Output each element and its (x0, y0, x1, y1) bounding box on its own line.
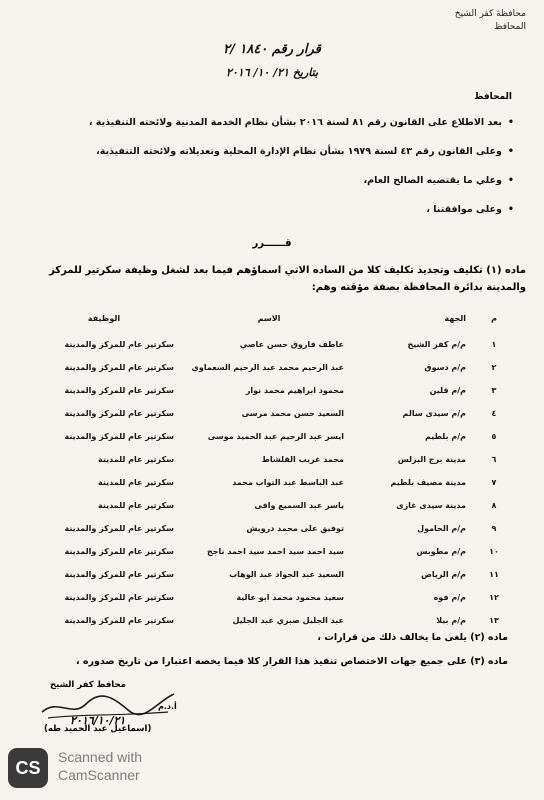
row-entity: مدينة سيدى غازى (396, 501, 466, 510)
table-row (0, 386, 544, 408)
row-position: سكرتير عام للمركز والمدينة (64, 547, 174, 556)
row-position: سكرتير عام للمدينة (97, 478, 174, 487)
preamble-text: بعد الاطلاع على القانون رقم ٨١ لسنة ٢٠١٦ بشأن نظام الخدمة المدنية ولائحته التنفيذية ، (88, 117, 502, 128)
decision-title: قــــــرر (252, 238, 292, 249)
row-num: ٦ (491, 455, 497, 464)
row-name: السعيد حسن محمد مرسى (241, 409, 344, 418)
header-position: الوظيفة (87, 314, 121, 323)
row-name: عاطف فاروق حسن عاصي (239, 340, 344, 349)
bullet-icon: • (507, 204, 514, 215)
row-position: سكرتير عام للمركز والمدينة (64, 432, 174, 441)
row-num: ١٠ (489, 547, 499, 556)
row-num: ١١ (489, 570, 499, 579)
row-num: ٩ (491, 524, 497, 533)
camscanner-watermark (0, 742, 300, 800)
table-row (0, 455, 544, 477)
preamble-text: وعلى موافقتنا ، (426, 204, 502, 215)
row-name: سعيد محمود محمد ابو عالية (236, 593, 344, 602)
watermark-text (58, 748, 142, 784)
row-name: محمود ابراهيم محمد نوار (245, 386, 344, 395)
table-row (0, 340, 544, 362)
article-2: ماده (٢) يلغى ما يخالف ذلك من قرارات ، (317, 632, 508, 643)
row-num: ٢ (491, 363, 497, 372)
signature-name: (اسماعيل عبد الحميد طه) (44, 724, 152, 734)
row-num: ١٢ (489, 593, 499, 602)
table-row (0, 593, 544, 615)
row-num: ٨ (491, 501, 497, 510)
decree-date: بتاريخ ٢١/ ١٠/ ٢٠١٦ (225, 66, 319, 79)
row-num: ٤ (491, 409, 497, 418)
bullet-icon: • (507, 175, 514, 186)
table-row (0, 570, 544, 592)
row-position: سكرتير عام للمدينة (97, 501, 174, 510)
table-row (0, 409, 544, 431)
office-name: المحافظ (494, 22, 526, 32)
row-entity: م/م بلطيم (424, 432, 466, 441)
row-num: ١ (491, 340, 497, 349)
preamble-item (24, 203, 514, 217)
row-name: توفيق على محمد درويش (246, 524, 344, 533)
table-row (0, 478, 544, 500)
row-name: محمد غريب القلشاط (261, 455, 344, 464)
header-num: م (491, 314, 497, 323)
preamble-item (24, 174, 514, 188)
row-name: عبد الرحيم محمد عبد الرحيم السعماوي (191, 363, 344, 372)
preamble-intro: المحافظ (474, 92, 512, 102)
row-position: سكرتير عام للمركز والمدينة (64, 616, 174, 625)
table-row (0, 524, 544, 546)
row-num: ٥ (491, 432, 497, 441)
row-name: عبد الباسط عبد التواب محمد (232, 478, 344, 487)
watermark-line-1: Scanned with (58, 749, 143, 765)
row-entity: م/م الرياض (421, 570, 466, 579)
table-row (0, 432, 544, 454)
table-row (0, 547, 544, 569)
decree-number: قرار رقم ١٨٤٠ /٢ (223, 42, 321, 57)
governorate-name: محافظة كفر الشيخ (454, 9, 526, 19)
header-entity: الجهة (444, 314, 466, 323)
table-row (0, 501, 544, 523)
watermark-line-2: CamScanner (58, 767, 140, 783)
row-num: ٣ (491, 386, 497, 395)
row-entity: م/م فوه (433, 593, 466, 602)
row-position: سكرتير عام للمدينة (97, 455, 174, 464)
preamble-text: وعلي ما يقتضيه الصالح العام، (363, 175, 502, 186)
row-position: سكرتير عام للمركز والمدينة (64, 363, 174, 372)
article-1: ماده (١) تكليف وتجديد تكليف كلا من الساده الاتي اسماؤهم فيما بعد لشغل وظيفة سكرتير للمركز والمدينة بدائرة المحافظة بصفة مؤقته وهم: (49, 265, 526, 293)
row-name: السعيد عبد الجواد عبد الوهاب (229, 570, 344, 579)
table-row (0, 363, 544, 385)
row-entity: م/م سيدى سالم (402, 409, 466, 418)
row-entity: م/م كفر الشيخ (407, 340, 466, 349)
article-3: ماده (٣) على جميع جهات الاختصاص تنفيذ هذا القرار كلا فيما يخصه اعتبارا من تاريخ صدوره ، (76, 656, 508, 667)
row-position: سكرتير عام للمركز والمدينة (64, 340, 174, 349)
row-name: ياسر عبد السميع وافى (254, 501, 344, 510)
camscanner-logo: CS (8, 748, 48, 788)
row-position: سكرتير عام للمركز والمدينة (64, 524, 174, 533)
row-entity: مدينة برج البرلس (397, 455, 466, 464)
signature-title: محافظ كفر الشيخ (50, 680, 126, 690)
row-entity: م/م بيلا (436, 616, 466, 625)
letterhead (455, 8, 526, 34)
row-name: ايسر عبد الرحيم عبد الحميد موسى (207, 432, 344, 441)
signature-prefix: أ.د.م (158, 702, 177, 711)
row-entity: م/م مطوبس (416, 547, 466, 556)
row-position: سكرتير عام للمركز والمدينة (64, 570, 174, 579)
row-entity: م/م الحامول (417, 524, 466, 533)
row-entity: مدينة مصيف بلطيم (390, 478, 466, 487)
row-position: سكرتير عام للمركز والمدينة (64, 386, 174, 395)
row-name: عبد الجليل صبري عبد الجليل (232, 616, 344, 625)
row-name: سيد احمد سيد احمد سيد احمد ناجح (207, 547, 344, 556)
row-num: ٧ (491, 478, 497, 487)
preamble-text: وعلى القانون رقم ٤٣ لسنة ١٩٧٩ بشأن نظام الإدارة المحلية وتعديلاته ولائحته التنفيذية، (96, 146, 502, 157)
row-position: سكرتير عام للمركز والمدينة (64, 409, 174, 418)
row-entity: م/م دسوق (424, 363, 466, 372)
header-name: الاسم (257, 314, 281, 323)
preamble-item (24, 145, 514, 159)
signature-date: ٢٠١٦/١٠/٢١ (70, 714, 126, 727)
row-position: سكرتير عام للمركز والمدينة (64, 593, 174, 602)
row-entity: م/م قلين (429, 386, 466, 395)
row-num: ١٣ (489, 616, 499, 625)
preamble-item (24, 116, 514, 130)
bullet-icon: • (507, 117, 514, 128)
bullet-icon: • (507, 146, 514, 157)
table-header (0, 314, 544, 336)
